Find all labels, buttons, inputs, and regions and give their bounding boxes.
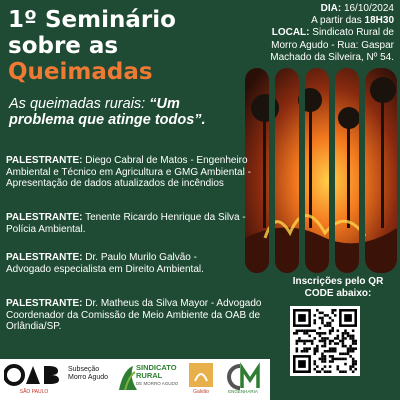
sponsor-logos [0, 359, 270, 400]
registration-qr-code[interactable] [290, 306, 360, 376]
oab-logo [4, 361, 64, 397]
speaker-2: PALESTRANTE: Tenente Ricardo Henrique da Silva - Polícia Ambiental. [6, 212, 246, 235]
qr-code-pattern [293, 309, 357, 373]
poster-subtitle: As queimadas rurais: “Um problema que atinge todos”. [9, 96, 206, 128]
wildfire-photo-mosaic [245, 68, 397, 273]
sindicato-label: SINDICATO RURAL [136, 363, 177, 380]
event-location-2: Morro Agudo - Rua: Gaspar [271, 39, 394, 51]
galvao-label: Galvão [193, 389, 209, 395]
sindicato-sub: DE MORRO AGUDO [136, 381, 179, 386]
event-date: DIA: 16/10/2024 [320, 3, 394, 14]
title-line-2: sobre as [8, 33, 119, 59]
event-info [234, 3, 394, 64]
speaker-1: PALESTRANTE: Diego Cabral de Matos - Engenheiro Ambiental e Técnico em Agricultura e GMG Ambiental - Apresentação de dados atualizados de incêndios [6, 155, 251, 190]
speaker-3: PALESTRANTE: Dr. Paulo Murilo Galvão - Advogado especialista em Direito Ambiental. [6, 252, 204, 275]
title-line-1: 1º Seminário [8, 7, 176, 33]
title-line-3: Queimadas [8, 59, 153, 85]
event-location-1: LOCAL: Sindicato Rural de [271, 27, 394, 39]
event-time: A partir das 18H30 [311, 15, 394, 27]
cm-engenharia-label: ENGENHARIA [228, 389, 258, 394]
qr-caption: Inscrições pelo QR CODE abaixo: [292, 276, 384, 299]
speaker-4: PALESTRANTE: Dr. Matheus da Silva Mayor - Advogado Coordenador da Comissão de Meio Ambiente da OAB de Orlândia/SP. [6, 298, 262, 333]
event-location-3: Machado da Silveira, Nº 54. [270, 51, 394, 63]
poster-title [8, 7, 238, 85]
svg-text:SÃO PAULO: SÃO PAULO [19, 389, 49, 395]
oab-subsection-label: Subseção Morro Agudo [68, 366, 109, 381]
